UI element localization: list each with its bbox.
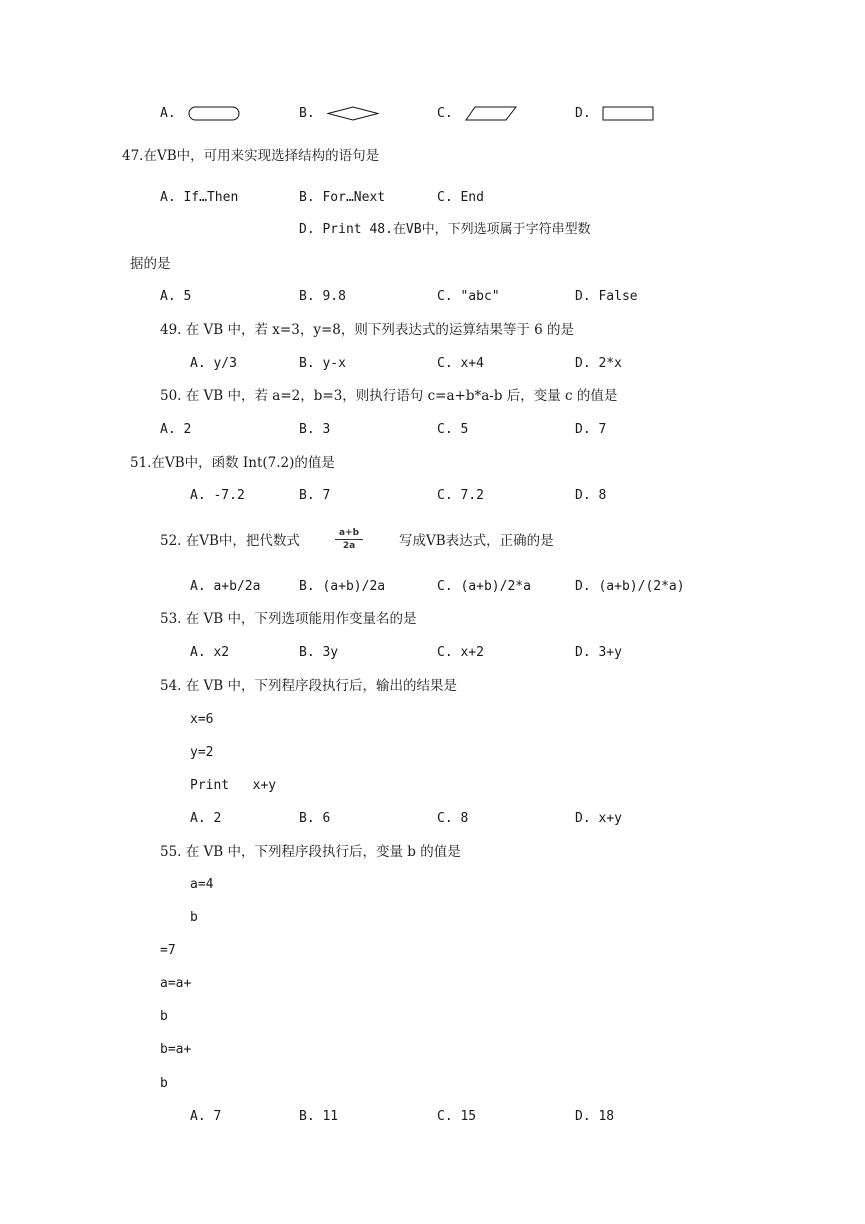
q53-option-c: C. x+2 <box>437 645 484 660</box>
q51-option-c: C. 7.2 <box>437 488 484 503</box>
q54-option-d: D. x+y <box>575 811 622 826</box>
option-d-label: D. <box>575 106 591 121</box>
process-rectangle-icon <box>602 106 654 121</box>
q55-code-line: b=a+ <box>160 1042 192 1057</box>
q54-option-a: A. 2 <box>190 811 222 826</box>
question-54-stem: 54. 在 VB 中，下列程序段执行后，输出的结果是 <box>160 678 458 694</box>
q50-option-a: A. 2 <box>160 422 192 437</box>
terminator-shape-icon <box>188 106 240 121</box>
question-47-stem: 47.在VB中，可用来实现选择结构的语句是 <box>122 148 380 164</box>
algebraic-fraction <box>333 528 365 551</box>
question-48-stem-end: 据的是 <box>130 256 171 272</box>
q48-option-d: D. False <box>575 289 638 304</box>
q49-option-c: C. x+4 <box>437 356 484 371</box>
fraction-numerator: a+b <box>338 528 360 538</box>
q52-option-c: C. (a+b)/2*a <box>437 579 531 594</box>
q49-option-a: A. y/3 <box>190 356 237 371</box>
q54-option-b: B. 6 <box>299 811 331 826</box>
q48-option-b: B. 9.8 <box>299 289 346 304</box>
q55-option-c: C. 15 <box>437 1109 477 1124</box>
q47-option-a: A. If…Then <box>160 190 239 205</box>
question-49-stem: 49. 在 VB 中，若 x=3，y=8，则下列表达式的运算结果等于 6 的是 <box>160 322 575 338</box>
q47-option-b: B. For…Next <box>299 190 386 205</box>
fraction-denominator: 2a <box>342 541 356 551</box>
q47-option-d-q48-stem: D. Print 48.在VB中，下列选项属于字符串型数 <box>299 222 591 237</box>
q55-code-line: b <box>160 1076 168 1091</box>
q54-code-line: x=6 <box>190 712 214 727</box>
question-50-stem: 50. 在 VB 中，若 a=2，b=3，则执行语句 c=a+b*a-b 后，变量 c 的值是 <box>160 388 618 404</box>
option-c-label: C. <box>437 106 453 121</box>
q55-option-d: D. 18 <box>575 1109 615 1124</box>
fraction-bar <box>335 539 363 540</box>
q55-option-a: A. 7 <box>190 1109 222 1124</box>
question-51-stem: 51.在VB中，函数 Int(7.2)的值是 <box>130 455 335 471</box>
q51-option-b: B. 7 <box>299 488 331 503</box>
q52-option-a: A. a+b/2a <box>190 579 261 594</box>
io-parallelogram-icon <box>465 106 517 121</box>
q50-option-c: C. 5 <box>437 422 469 437</box>
q53-option-d: D. 3+y <box>575 645 622 660</box>
q52-option-b: B. (a+b)/2a <box>299 579 386 594</box>
q50-option-d: D. 7 <box>575 422 607 437</box>
q55-option-b: B. 11 <box>299 1109 339 1124</box>
q55-code-line: b <box>160 1009 168 1024</box>
q53-option-a: A. x2 <box>190 645 230 660</box>
q55-code-line: a=4 <box>190 877 214 892</box>
q55-code-line: b <box>190 910 198 925</box>
q51-option-d: D. 8 <box>575 488 607 503</box>
q51-option-a: A. -7.2 <box>190 488 245 503</box>
q47-option-c: C. End <box>437 190 484 205</box>
q49-option-b: B. y-x <box>299 356 346 371</box>
question-53-stem: 53. 在 VB 中，下列选项能用作变量名的是 <box>160 611 417 627</box>
question-52-stem-start: 52. 在VB中，把代数式 <box>160 533 300 549</box>
q52-option-d: D. (a+b)/(2*a) <box>575 579 685 594</box>
q49-option-d: D. 2*x <box>575 356 622 371</box>
q48-option-a: A. 5 <box>160 289 192 304</box>
q53-option-b: B. 3y <box>299 645 339 660</box>
q54-code-line: Print x+y <box>190 778 277 793</box>
q50-option-b: B. 3 <box>299 422 331 437</box>
option-a-label: A. <box>160 106 176 121</box>
q55-code-line: =7 <box>160 943 176 958</box>
q54-code-line: y=2 <box>190 745 214 760</box>
option-b-label: B. <box>299 106 315 121</box>
q55-code-line: a=a+ <box>160 976 192 991</box>
q54-option-c: C. 8 <box>437 811 469 826</box>
q48-option-c: C. "abc" <box>437 289 500 304</box>
question-52-stem-end: 写成VB表达式，正确的是 <box>399 533 554 549</box>
decision-diamond-icon <box>327 106 379 121</box>
question-55-stem: 55. 在 VB 中，下列程序段执行后，变量 b 的值是 <box>160 844 461 860</box>
